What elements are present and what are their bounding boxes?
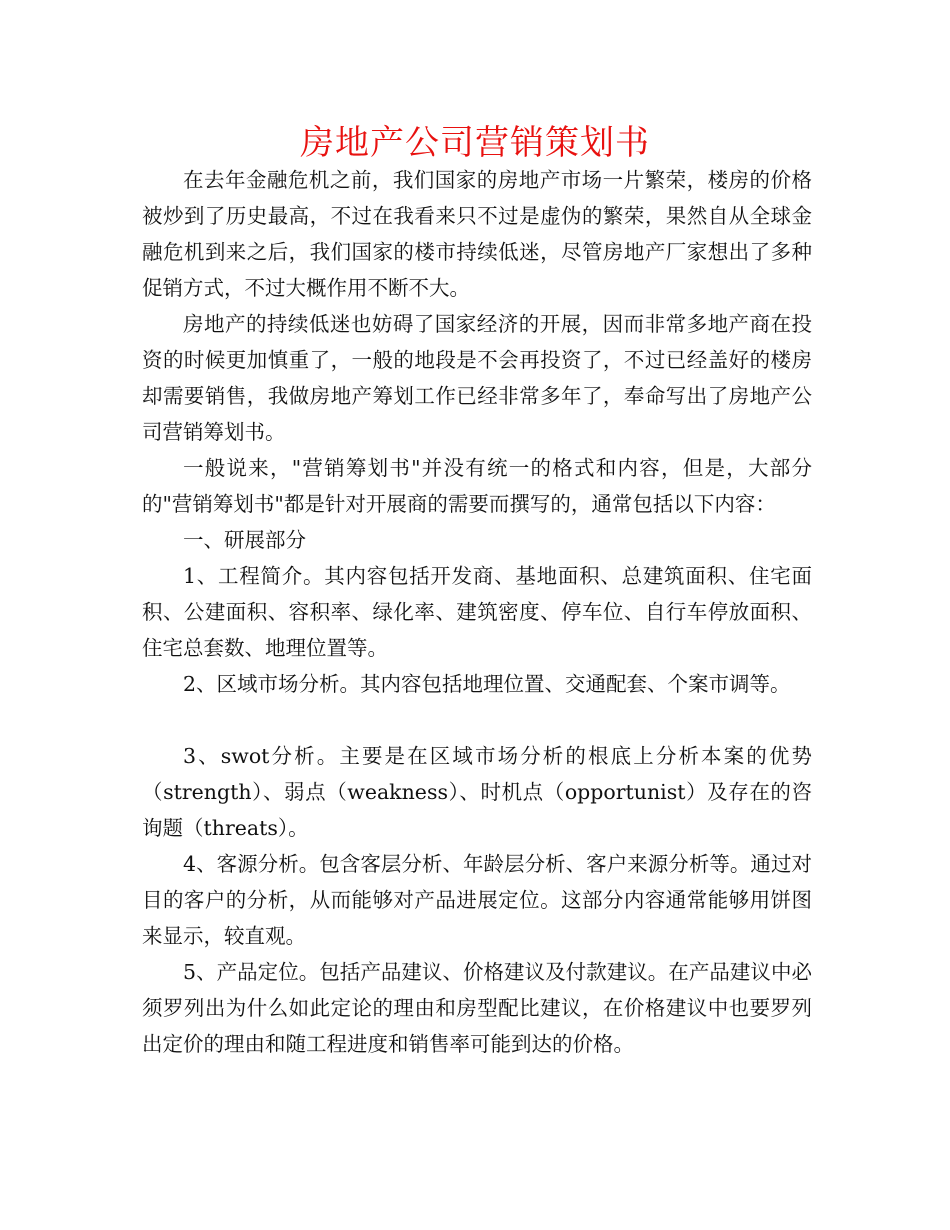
- paragraph-intro: 在去年金融危机之前，我们国家的房地产市场一片繁荣，楼房的价格被炒到了历史最高，不过在我看来只不过是虚伪的繁荣，果然自从全球金融危机到来之后，我们国家的楼市持续低迷，尽管房地产厂家想出了多种促销方式，不过大概作用不断不大。: [142, 168, 812, 300]
- section-heading-research: 一、研展部分: [183, 528, 306, 552]
- list-item-product-positioning: 5、产品定位。包括产品建议、价格建议及付款建议。在产品建议中必须罗列出为什么如此定论的理由和房型配比建议，在价格建议中也要罗列出定价的理由和随工程进度和销售率可能到达的价格。: [142, 960, 812, 1056]
- list-item-customer-analysis: 4、客源分析。包含客层分析、年龄层分析、客户来源分析等。通过对目的客户的分析，从而能够对产品进展定位。这部分内容通常能够用饼图来显示，较直观。: [142, 852, 812, 948]
- list-item-swot: 3、swot分析。主要是在区域市场分析的根底上分析本案的优势（strength）、弱点（weakness）、时机点（opportunist）及存在的咨询题（threats）。: [142, 744, 812, 840]
- paragraph-plan-overview: 一般说来，"营销筹划书"并没有统一的格式和内容，但是，大部分的"营销筹划书"都是针对开展商的需要而撰写的，通常包括以下内容：: [142, 456, 812, 516]
- list-item-regional-market: 2、区域市场分析。其内容包括地理位置、交通配套、个案市调等。: [183, 672, 791, 696]
- list-item-project-summary: 1、工程简介。其内容包括开发商、基地面积、总建筑面积、住宅面积、公建面积、容积率、绿化率、建筑密度、停车位、自行车停放面积、住宅总套数、地理位置等。: [142, 564, 812, 660]
- document-title: 房地产公司营销策划书: [300, 123, 650, 163]
- document-body: [142, 162, 812, 1062]
- paragraph-market-downturn: 房地产的持续低迷也妨碍了国家经济的开展，因而非常多地产商在投资的时候更加慎重了，一般的地段是不会再投资了，不过已经盖好的楼房却需要销售，我做房地产筹划工作已经非常多年了，奉命写出了房地产公司营销筹划书。: [142, 312, 812, 444]
